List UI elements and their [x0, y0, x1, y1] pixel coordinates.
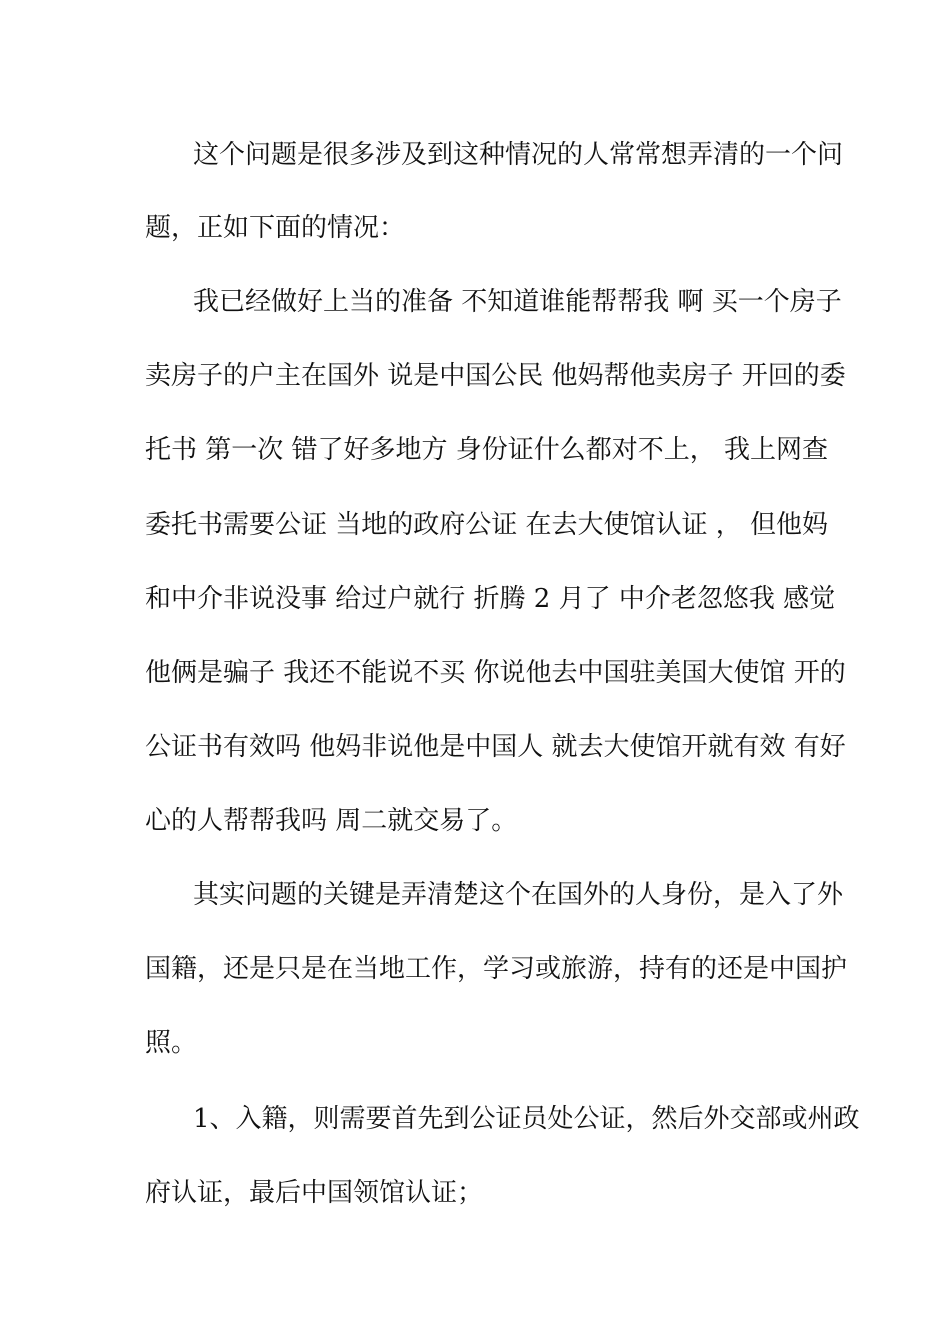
paragraph-1-line-1: 这个问题是很多涉及到这种情况的人常常想弄清的一个问 [193, 140, 844, 170]
paragraph-4-line-1: 1、入籍，则需要首先到公证员处公证，然后外交部或州政 [193, 1104, 860, 1134]
paragraph-2-line-7: 公证书有效吗 他妈非说他是中国人 就去大使馆开就有效 有好 [145, 732, 846, 762]
paragraph-2-line-3: 托书 第一次 错了好多地方 身份证什么都对不上， 我上网查 [145, 435, 829, 465]
paragraph-3-line-3: 照。 [145, 1028, 198, 1058]
paragraph-3-line-2: 国籍，还是只是在当地工作，学习或旅游，持有的还是中国护 [145, 954, 848, 984]
paragraph-2-line-4: 委托书需要公证 当地的政府公证 在去大使馆认证 ， 但他妈 [145, 510, 829, 540]
paragraph-2-line-5: 和中介非说没事 给过户就行 折腾 2 月了 中介老忽悠我 感觉 [145, 584, 836, 614]
paragraph-2-line-6: 他俩是骗子 我还不能说不买 你说他去中国驻美国大使馆 开的 [145, 658, 846, 688]
paragraph-2-line-2: 卖房子的户主在国外 说是中国公民 他妈帮他卖房子 开回的委 [145, 361, 846, 391]
paragraph-2-line-8: 心的人帮帮我吗 周二就交易了。 [145, 806, 518, 836]
paragraph-2-line-1: 我已经做好上当的准备 不知道谁能帮帮我 啊 买一个房子 [193, 287, 842, 317]
paragraph-1-line-2: 题，正如下面的情况： [145, 213, 406, 243]
paragraph-4-line-2: 府认证，最后中国领馆认证； [145, 1178, 484, 1208]
paragraph-3-line-1: 其实问题的关键是弄清楚这个在国外的人身份，是入了外 [193, 880, 844, 910]
